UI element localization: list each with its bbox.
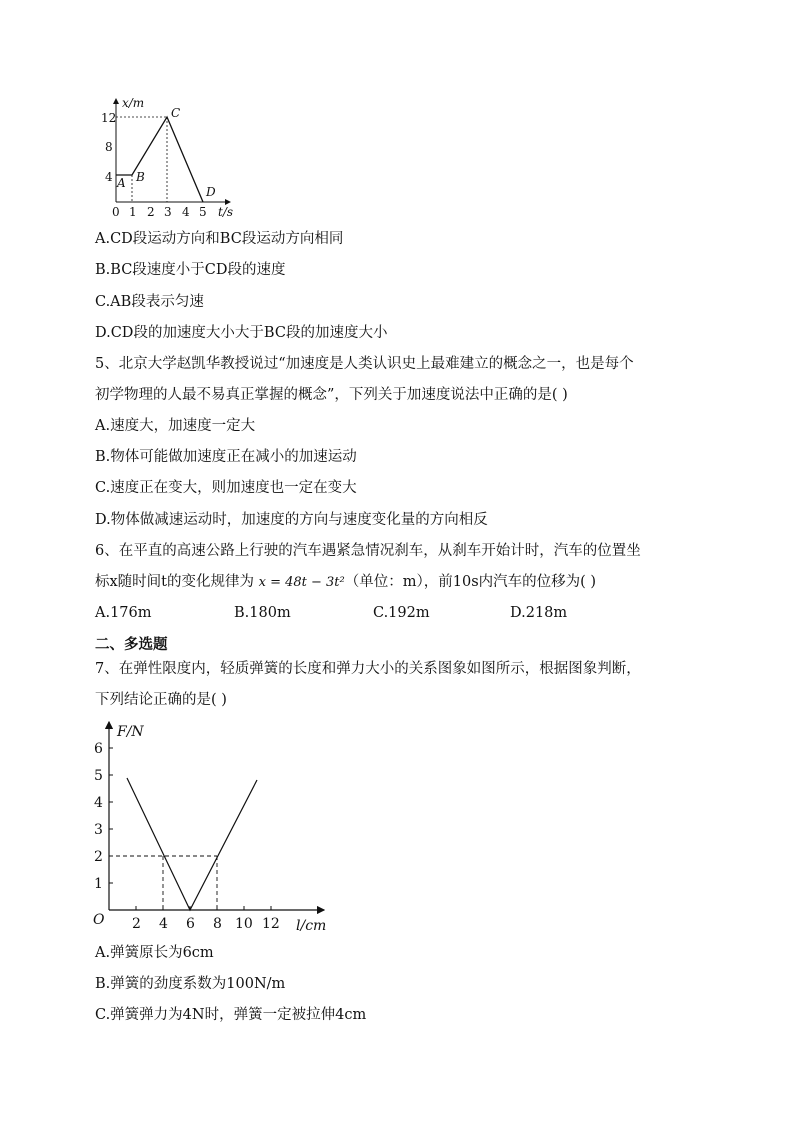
q7-option-c: C.弹簧弹力为4N时，弹簧一定被拉伸4cm: [95, 1007, 367, 1023]
x-tick-3: 3: [164, 205, 172, 219]
q6-stem-line2: [95, 572, 596, 593]
q6-option-c: C.192m: [373, 605, 430, 621]
spring-graph: [88, 718, 338, 938]
q5-option-d: D.物体做减速运动时，加速度的方向与速度变化量的方向相反: [95, 512, 488, 528]
y-tick-4: 4: [94, 795, 103, 811]
q4-option-b: B.BC段速度小于CD段的速度: [95, 262, 286, 278]
q7-option-a: A.弹簧原长为6cm: [95, 945, 214, 961]
point-C: C: [171, 106, 181, 120]
y-tick-4: 4: [105, 170, 113, 184]
x-axis-label: l/cm: [296, 918, 327, 934]
x-tick-2: 2: [132, 916, 141, 932]
q6-stem-line1: 6、在平直的高速公路上行驶的汽车遇紧急情况刹车，从刹车开始计时，汽车的位置坐: [95, 543, 641, 559]
x-tick-5: 5: [199, 205, 207, 219]
q5-stem-line1: 5、北京大学赵凯华教授说过“加速度是人类认识史上最难建立的概念之一，也是每个: [95, 356, 634, 372]
xt-line: [116, 117, 203, 202]
x-tick-8: 8: [213, 916, 222, 932]
x-tick-12: 12: [262, 916, 280, 932]
y-tick-1: 1: [94, 876, 103, 892]
point-D: D: [206, 185, 216, 199]
q5-stem-line2: 初学物理的人最不易真正掌握的概念”，下列关于加速度说法中正确的是( ): [95, 387, 568, 403]
x-tick-10: 10: [235, 916, 253, 932]
q7-stem-line1: 7、在弹性限度内，轻质弹簧的长度和弹力大小的关系图象如图所示，根据图象判断，: [95, 661, 641, 677]
point-A: A: [117, 176, 126, 190]
x-tick-4: 4: [159, 916, 168, 932]
x-tick-2: 2: [147, 205, 155, 219]
q6-option-b: B.180m: [234, 605, 291, 621]
y-tick-5: 5: [94, 768, 103, 784]
x-tick-1: 1: [129, 205, 137, 219]
q6-option-a: A.176m: [95, 605, 152, 621]
y-tick-12: 12: [101, 111, 117, 125]
point-B: B: [136, 170, 145, 184]
x-axis-label: t/s: [218, 205, 234, 219]
q6-formula: x = 48t − 3t²: [258, 575, 345, 590]
x-tick-0: 0: [112, 205, 120, 219]
q7-option-b: B.弹簧的劲度系数为100N/m: [95, 976, 286, 992]
y-tick-8: 8: [105, 140, 113, 154]
q7-stem-line2: 下列结论正确的是( ): [95, 692, 227, 708]
y-axis-label: x/m: [122, 96, 145, 110]
x-tick-4: 4: [182, 205, 190, 219]
q6-stem-text-b: （单位：m），前10s内汽车的位移为( ): [344, 574, 597, 590]
q6-option-d: D.218m: [510, 605, 568, 621]
x-tick-6: 6: [186, 916, 195, 932]
q6-stem-text-a: 标x随时间t的变化规律为: [95, 574, 259, 590]
q4-option-d: D.CD段的加速度大小大于BC段的加速度大小: [95, 325, 388, 341]
q5-option-a: A.速度大，加速度一定大: [95, 418, 256, 434]
origin-label: O: [93, 912, 105, 928]
q5-option-c: C.速度正在变大，则加速度也一定在变大: [95, 480, 357, 496]
y-axis-label: F/N: [117, 724, 144, 740]
y-tick-6: 6: [94, 741, 103, 757]
y-tick-3: 3: [94, 822, 103, 838]
force-length-line: [127, 778, 257, 910]
q4-option-c: C.AB段表示匀速: [95, 294, 204, 310]
section-heading: 二、多选题: [95, 637, 168, 653]
q4-option-a: A.CD段运动方向和BC段运动方向相同: [95, 231, 344, 247]
xt-graph: [100, 95, 240, 220]
q5-option-b: B.物体可能做加速度正在减小的加速运动: [95, 449, 357, 465]
y-tick-2: 2: [94, 849, 103, 865]
